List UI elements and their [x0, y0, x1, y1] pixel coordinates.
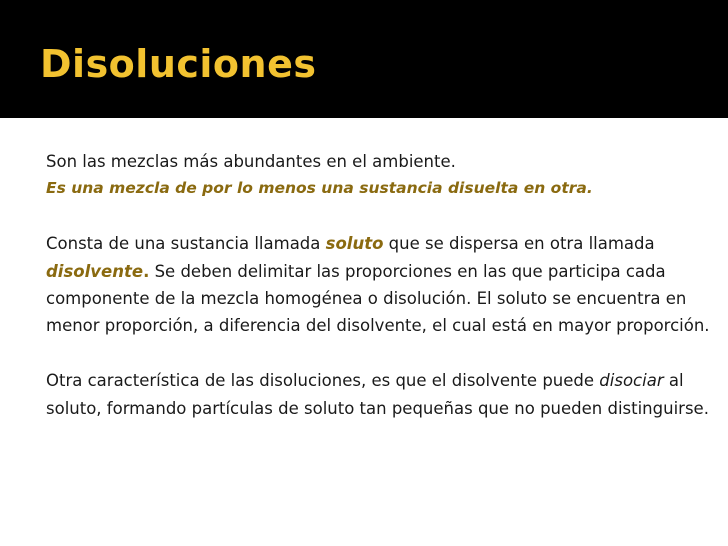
soluto-paragraph-mid: que se dispersa en otra llamada: [383, 234, 655, 254]
soluto-paragraph-start: Consta de una sustancia llamada: [46, 234, 326, 254]
slide-body: [46, 148, 716, 422]
soluto-paragraph: [46, 230, 716, 340]
paragraph-gap: [46, 340, 716, 367]
disociar-paragraph-start: Otra característica de las disoluciones, es que el disolvente puede: [46, 371, 600, 391]
intro-sentence: Son las mezclas más abundantes en el ambiente.: [46, 152, 456, 171]
paragraph-gap: [46, 203, 716, 230]
term-disociar: disociar: [599, 371, 664, 391]
term-disolvente: disolvente: [46, 261, 144, 281]
slide-title: Disoluciones: [40, 42, 317, 86]
disociar-paragraph-end: al soluto, formando partículas de soluto tan pequeñas que no pueden distinguirse.: [46, 371, 709, 418]
term-soluto: soluto: [325, 234, 384, 254]
title-bar: [0, 0, 728, 118]
disociar-paragraph: [46, 367, 716, 422]
term-disolvente-period: .: [143, 261, 150, 281]
definition-sentence: Es una mezcla de por lo menos una sustancia disuelta en otra.: [46, 179, 593, 198]
soluto-paragraph-end: Se deben delimitar las proporciones en las que participa cada componente de la mezcla homogénea o disolución. El soluto se encuentra en menor proporción, a diferencia del disolvente, el cual está en mayor proporción.: [46, 261, 710, 336]
